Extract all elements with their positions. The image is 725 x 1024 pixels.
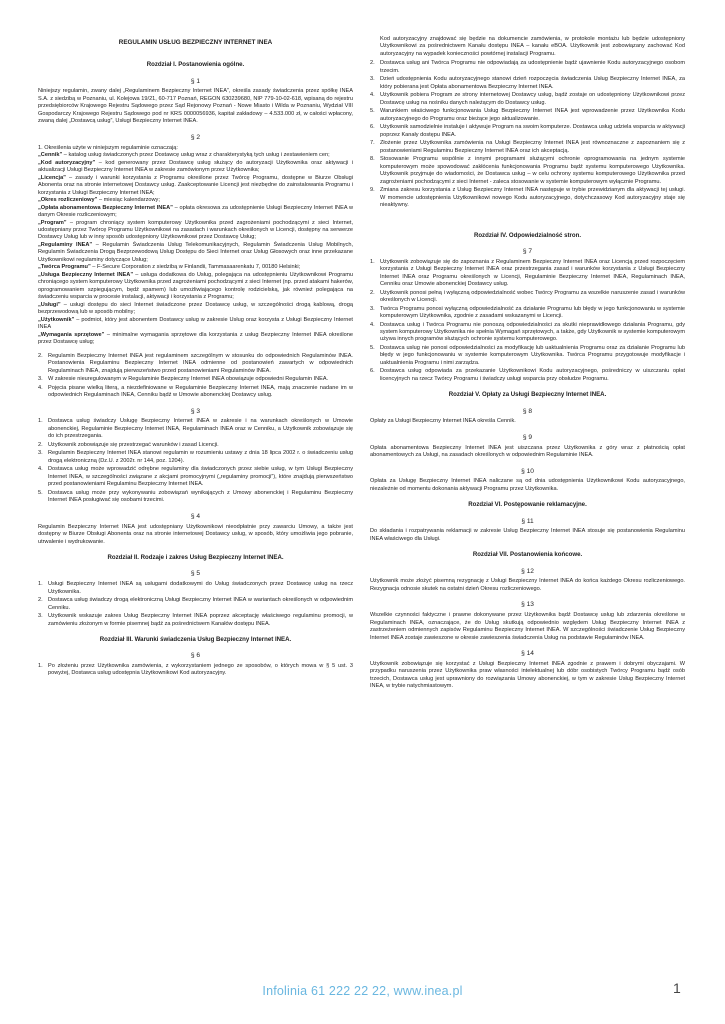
definition-text: – katalog usług świadczonych przez Dostawcę usług wraz z charakterystyką tych usług i zestawieniem cen; [62,152,330,159]
paragraph-10-text: Opłata za Usługę Bezpieczny Internet INEA naliczane są od dnia udostępnienia Użytkownikowi Kodu autoryzacyjnego, niezależnie od momentu dokonania aktywacji Programu przez Użytkownika. [370,478,685,492]
paragraph-9-text: Opłata abonamentowa Bezpieczny Internet INEA jest uiszczana przez Użytkownika z góry wraz z płatnością opłat abonamentowych za Usługi, na zasadach określonych w odpowiednim Regulaminie INEA. [370,444,685,459]
definition-text: – zasady i warunki korzystania z Programu określone przez Twórcę Programu, dostępne w Biurze Obsługi Abonenta oraz na stronie internetowej Dostawcy usług. Zaakceptowanie Licencji jest niezbędne do zainstalowania Programu i korzystania z Usługi Bezpieczny Internet INEA; [38,174,353,196]
paragraph-6-list-start [38,663,353,678]
definition-term: „Twórca Programu” [38,264,91,271]
list-item: 3. Dzień udostępnienia Kodu autoryzacyjnego stanowi dzień rozpoczęcia świadczenia Usług Bezpieczny Internet INEA, za który pobierana jest Opłata abonamentowa Bezpieczny Internet INEA. [370,76,685,90]
definition-term: „Usługi” [38,301,61,308]
chapter-3-heading: Rozdział III. Warunki świadczenia Usług Bezpieczny Internet INEA. [99,635,292,643]
definition [38,302,353,317]
list-item: 9. Zmiana zakresu korzystania z Usług Bezpieczny Internet INEA następuje w trybie przewidzianym dla aktywacji tej usługi. W momencie udostępnienia Użytkownikowi nowego Kodu autoryzacyjnego, dotychczasowy Kod autoryzacyjny staje się nieaktywny. [370,187,685,209]
list-item: 5. Warunkiem właściwego funkcjonowania Usług Bezpieczny Internet INEA jest wprowadzenie przez Użytkownika Kodu autoryzacyjnego do Programu oraz bieżące jego aktualizowanie. [370,108,685,122]
definitions-list [38,152,353,347]
definition-text: – podmiot, który jest abonentem Dostawcy usług w zakresie Usług oraz korzysta z Usługi Bezpieczny Internet INEA [38,316,353,331]
paragraph-13-text: Wszelkie czynności faktyczne i prawne dokonywane przez Użytkownika bądź Dostawcę usług lub zdarzenia określone w Regulaminach INEA, oznaczające, że do Usług skutkują odpowiednio względem Usług Bezpieczny Internet INEA z zastrzeżeniem odmiennych zapisów Regulaminu Bezpieczny Internet INEA. W szczególności świadczenie Usług Bezpieczny Internet INEA zostaje zawieszone w okresie zawieszenia świadczenia Usług na podstawie Regulaminów INEA. [370,612,685,641]
paragraph-3-heading: § 3 [190,407,201,415]
definition-text: – usługi dostępu do sieci Internet świadczone przez Dostawcę usług, w szczególności drogą kablową, drogą bezprzewodową lub w sposób mobilny; [38,301,353,316]
page-number: 1 [673,980,681,996]
definition [38,152,353,159]
paragraph-4-heading: § 4 [190,512,201,520]
chapter-6-heading: Rozdział VI. Postępowanie reklamacyjne. [468,501,587,509]
list-item: 1. Użytkownik zobowiązuje się do zapoznania z Regulaminem Bezpieczny Internet INEA oraz Licencją przed rozpoczęciem korzystania z Usługi Bezpieczny Internet INEA oraz przestrzegania zasad i warunków korzystania z Usługi Bezpieczny Internet INEA oraz Programu określonych w Licencji, Regulaminie Bezpieczny Internet INEA, Regulaminach INEA, Cenniku oraz Umowie abonenckiej Dostawcy usług. [370,258,685,288]
paragraph-10-heading: § 10 [521,467,534,475]
paragraph-13-heading: § 13 [521,601,534,609]
list-item: 3. Regulamin Bezpieczny Internet INEA stanowi regulamin w rozumieniu ustawy z dnia 18 lipca 2002 r. o świadczeniu usług drogą elektroniczną (Dz.U. z 2002r. nr 144, poz. 1204). [38,450,353,464]
definition-term: „Użytkownik” [38,316,75,323]
list-item: 1. Usługi Bezpieczny Internet INEA są usługami dodatkowymi do Usług świadczonych przez Dostawcę usług na rzecz Użytkownika. [38,581,353,595]
definition-text: – minimalne wymagania sprzętowe dla korzystania z usług Bezpieczny Internet INEA określone przez Dostawcę usług; [38,331,353,346]
list-item: 5. Dostawca usług nie ponosi odpowiedzialności za modyfikację lub uaktualnienia Programu oraz za działanie Programu lub błędy w jego funkcjonowaniu w systemie komputerowym Użytkownika. Twórca Programu przygotowuje modyfikacje i uaktualnienia Programu i nimi zarządza. [370,344,685,366]
definition-text: – F-Secure Corporation z siedzibą w Finlandii, Tammasaarenkatu 7, 00180 Helsinki; [90,264,301,271]
definition [38,317,353,332]
paragraph-12-text: Użytkownik może złożyć pisemną rezygnację z Usługi Bezpieczny Internet INEA do końca każdego Okresu rozliczeniowego. Rezygnacja odnosie skutek na ostatni dzień Okresu rozliczeniowego. [370,578,685,592]
paragraph-9-heading: § 9 [522,433,533,441]
chapter-5-heading: Rozdział V. Opłaty za Usługi Bezpieczny Internet INEA. [448,391,607,399]
definition-term: „Okres rozliczeniowy” [38,197,98,204]
paragraph-6-continuation: Kod autoryzacyjny znajdować się będzie na dokumencie zamówienia, w protokole montażu lub będzie udostępniony Użytkownikowi za pośrednictwem Kanału dostępu INEA – kanału eBOA. Użytkownik jest zobowiązany zachować Kod autoryzacyjny na wypadek konieczności powtórnej instalacji Programu. [380,36,685,57]
footer-contact: Infolinia 61 222 22 22, www.inea.pl [262,984,463,998]
definition [38,272,353,302]
list-item: 2. Dostawca usług świadczy drogą elektroniczną Usługi Bezpieczny Internet INEA w wariantach określonych w odpowiednim Cenniku. [38,597,353,611]
list-item: 8. Stosowanie Programu wspólnie z innymi programami służącymi ochronie oprogramowania na jednym systemie komputerowym może spowodować zakłócenia funkcjonowania Programu bądź systemu komputerowego Użytkownika. Użytkownik przyjmuje do wiadomości, że Dostawca usług – w celu ochrony systemu komputerowego Użytkownika przed zagrożeniami pochodzącymi z sieci Internet - zaleca stosowanie w systemie komputerowym wyłącznie Programu. [370,156,685,185]
paragraph-12-heading: § 12 [521,567,534,575]
paragraph-14-text: Użytkownik zobowiązuje się korzystać z Usługi Bezpieczny Internet INEA zgodnie z prawem i dobrymi obyczajami. W przypadku naruszenia przez Użytkownika praw własności intelektualnej lub dóbr osobistych Twórcy Programu bądź osób trzecich, Dostawca usług jest uprawniony do rozwiązania Umowy abonenckiej, w tym w zakresie Usług Bezpieczny Internet INEA, w trybie natychmiastowym. [370,660,685,690]
definition [38,205,353,220]
definition-text: – kod generowany przez Dostawcę usług służący do autoryzacji Użytkownika oraz aktywacji i aktualizacji Usługi Bezpieczny Internet INEA w zakresie zamówionym przez Użytkownika; [38,159,353,174]
paragraph-14-heading: § 14 [521,650,534,658]
definition [38,220,353,242]
left-column [38,36,353,680]
chapter-7-heading: Rozdział VII. Postanowienia końcowe. [472,551,583,559]
paragraph-8-heading: § 8 [522,407,533,415]
paragraph-4-text: Regulamin Bezpieczny Internet INEA jest udostępniany Użytkownikowi nieodpłatnie przy zawarciu Umowy, a także jest dostępny w Biurze Obsługi Abonenta oraz na stronie internetowej Dostawcy usług, w sposób, który umożliwia jego pobranie, utrwalenie i wydrukowanie. [38,523,353,545]
paragraph-2-list [38,353,353,400]
definitions-intro: 1. Określenia użyte w niniejszym regulaminie oznaczają: [38,144,178,151]
paragraph-3-list [38,418,353,504]
chapter-2-heading: Rozdział II. Rodzaje i zakres Usług Bezpieczny Internet INEA. [107,554,284,562]
list-item: 3. Użytkownik wskazuje zakres Usług Bezpieczny Internet INEA poprzez akceptację właściwego regulaminu promocji, w zamówieniu złożonym w formie pisemnej bądź za pośrednictwem Kanałów dostępu INEA. [38,613,353,627]
paragraph-6-heading: § 6 [190,652,201,660]
list-item: 3. W zakresie nieuregulowanym w Regulaminie Bezpieczny Internet INEA obowiązuje odpowiedni Regulamin INEA. [38,376,329,383]
definition-term: „Wymagania sprzętowe” [38,331,105,338]
definition-term: „Usługa Bezpieczny Internet INEA” [38,271,134,278]
definition [38,264,353,271]
list-item: 2. Użytkownik zobowiązuje się przestrzegać warunków i zasad Licencji. [38,441,219,448]
paragraph-6-list [370,60,685,209]
paragraph-1-text: Niniejszy regulamin, zwany dalej „Regulaminem Bezpieczny Internet INEA”, określa zasady świadczenia przez spółkę INEA S.A. z siedzibą w Poznaniu, ul. Kolejowa 19/21, 60-717 Poznań, REGON 630239680, NIP 779-10-02-618, wpisaną do rejestru przedsiębiorców Krajowego Rejestru Sądowego przez Sąd Rejonowy Poznań - Nowe Miasto i Wilda w Poznaniu, Wydział VIII Gospodarczy Krajowego Rejestru Sądowego pod nr KRS 0000056936, kapitał zakładowy – 4.533.000 zł, w całości wpłacony, zwaną dalej „Dostawcą usług”, Usługi Bezpieczny Internet INEA. [38,88,353,125]
list-item: 6. Dostawca usług odpowiada za przekazanie Użytkownikowi Kodu autoryzacyjnego, pośredniczy w uiszczaniu opłat licencyjnych na rzecz Twórcy Programu i świadczy usługi wsparcia przy obsłudze Programu. [370,368,685,382]
paragraph-5-list [38,581,353,628]
document-title: REGULAMIN USŁUG BEZPIECZNY INTERNET INEA [118,39,273,46]
definition [38,160,353,175]
list-item: 1. Po złożeniu przez Użytkownika zamówienia, z wykorzystaniem jednego ze sposobów, o których mowa w § 5 ust. 3 powyżej, Dostawca usług udostępnia Użytkownikowi Kod autoryzacyjny. [38,662,353,677]
paragraph-11-text: Do składania i rozpatrywania reklamacji w zakresie Usług Bezpieczny Internet INEA stosuje się postanowienia Regulaminu INEA właściwego dla Usługi. [370,528,685,542]
paragraph-11-heading: § 11 [521,517,534,525]
list-item: 4. Dostawca usług i Twórca Programu nie ponoszą odpowiedzialności za skutki nieprawidłowego działania Programu, gdy system komputerowy Użytkownika nie spełnia Wymagań sprzętowych, a także, gdy Użytkownik w systemie komputerowym używa innych programów służących ochronie systemu komputerowego. [370,321,685,343]
paragraph-1-heading: § 1 [190,77,201,85]
list-item: 7. Złożenie przez Użytkownika zamówienia na Usługi Bezpieczny Internet INEA jest równoznaczne z zapoznaniem się z postanowieniami Regulaminu Bezpieczny Internet INEA oraz ich akceptacją. [370,140,685,154]
definition [38,242,353,264]
chapter-4-heading: Rozdział IV. Odpowiedzialność stron. [473,231,582,239]
list-item: 2. Dostawca usług ani Twórca Programu nie odpowiadają za udostępnienie bądź ujawnienie Kodu autoryzacyjnego osobom trzecim. [370,60,685,74]
list-item: 6. Użytkownik samodzielnie instaluje i aktywuje Program na swoim komputerze. Dostawca usług udziela wsparcia w aktywacji poprzez Kanały dostępu INEA. [370,124,685,138]
definition-term: „Kod autoryzacyjny” [38,159,96,166]
definition-text: – Regulamin Świadczenia Usług Telekomunikacyjnych, Regulamin Świadczenia Usług Mobilnych, Regulamin Świadczenia Drogą Bezprzewodową Usług Dostępu do Sieci Internet oraz Usług Głosowych oraz inne przekazane Użytkownikowi regulaminy dotyczące Usług; [38,241,353,263]
paragraph-7-heading: § 7 [522,247,533,255]
paragraph-5-heading: § 5 [190,570,201,578]
right-column [370,36,685,693]
definition-term: „Opłata abonamentowa Bezpieczny Internet INEA” [38,204,173,211]
definition-term: „Program” [38,219,67,226]
list-item: 1. Dostawca usług świadczy Usługę Bezpieczny Internet INEA w zakresie i na warunkach określonych w Umowie abonenckiej, Regulaminie Bezpieczny Internet INEA, Regulaminach INEA oraz w Cenniku, a Użytkownik zobowiązuje się do ich przestrzegania. [38,418,353,440]
definition-term: „Regulaminy INEA” [38,241,93,248]
paragraph-7-list [370,259,685,384]
list-item: 4. Pojęcia pisane wielką literą, a niezdefiniowane w Regulaminie Bezpieczny Internet INEA, mają znaczenie nadane im w odpowiednich Regulaminach INEA, Cenniku bądź w Umowie abonenckiej Dostawcy usług. [38,384,353,399]
chapter-1-heading: Rozdział I. Postanowienia ogólne. [146,61,245,69]
definition-term: „Cennik” [38,152,63,159]
definition-text: – program chroniący system komputerowy Użytkownika przed zagrożeniami pochodzącymi z sieci Internet, udostępniany przez Twórcę Programu Użytkownikowi na zasadach i warunkach określonych w Licencji, dostępny na serwerze Dostawcy Usług lub w inny sposób udostępniony Użytkownikowi przez Dostawcę Usług; [38,219,353,241]
definition [38,197,353,204]
definition [38,175,353,197]
list-item: 4. Dostawca usług może wprowadzić odrębne regulaminy dla świadczonych przez siebie usług, w tym Usługi Bezpieczny Internet INEA, w szczególności związane z akcjami promocyjnymi („regulaminy promocji”), które znajdują pierwszeństwo przed postanowieniami Regulaminu Bezpieczny Internet INEA. [38,466,353,488]
list-item: 3. Twórca Programu ponosi wyłączną odpowiedzialność za działanie Programu lub błędy w jego funkcjonowaniu w systemie komputerowym Użytkownika, zgodnie z zasadami wskazanymi w Licencji. [370,305,685,320]
paragraph-2-heading: § 2 [190,133,201,141]
list-item: 2. Regulamin Bezpieczny Internet INEA jest regulaminem szczególnym w stosunku do odpowiednich Regulaminów INEA. Postanowienia Regulaminu Bezpieczny Internet INEA odmienne od postanowień zawartych w odpowiednich Regulaminach INEA, znajdują pierwszeństwo przed postanowieniami Regulaminów INEA. [38,352,353,374]
paragraph-8-text: Opłaty za Usługi Bezpieczny Internet INEA określa Cennik. [370,418,516,425]
definition-text: – usługa dodatkowa do Usług, polegająca na udostępnieniu Użytkownikowi Programu chroniącego system komputerowy Użytkownika przed zagrożeniami pochodzącymi z sieci Internet (np. przed atakami hakerów, oprogramowaniem szpiegującym, będź spamem) lub umożliwiającego kontrolę rodzicielską, jak również polegająca na świadczeniu wsparcia w procesie instalacji, aktywacji i korzystania z Programu; [38,271,353,301]
definition-text: – opłata okresowa za udostępnienie Usługi Bezpieczny Internet INEA w danym Okresie rozliczeniowym; [38,204,353,219]
definition-text: – miesiąc kalendarzowy; [97,197,160,204]
list-item: 5. Dostawca usług może przy wykonywaniu zobowiązań wynikających z Umowy abonenckiej i Regulaminu Bezpieczny Internet INEA posługiwać się osobami trzecimi. [38,489,353,504]
list-item: 4. Użytkownik pobiera Program ze strony internetowej Dostawcy usług, bądź zostaje on udostępniony Użytkownikowi przez Dostawcę usług na nośniku danych należącym do Dostawcy usług. [370,92,685,106]
list-item: 2. Użytkownik ponosi pełną i wyłączną odpowiedzialność wobec Twórcy Programu za wszelkie naruszenie zasad i warunków określonych w Licencji. [370,289,685,304]
definition-term: „Licencja” [38,174,66,181]
definition [38,332,353,347]
